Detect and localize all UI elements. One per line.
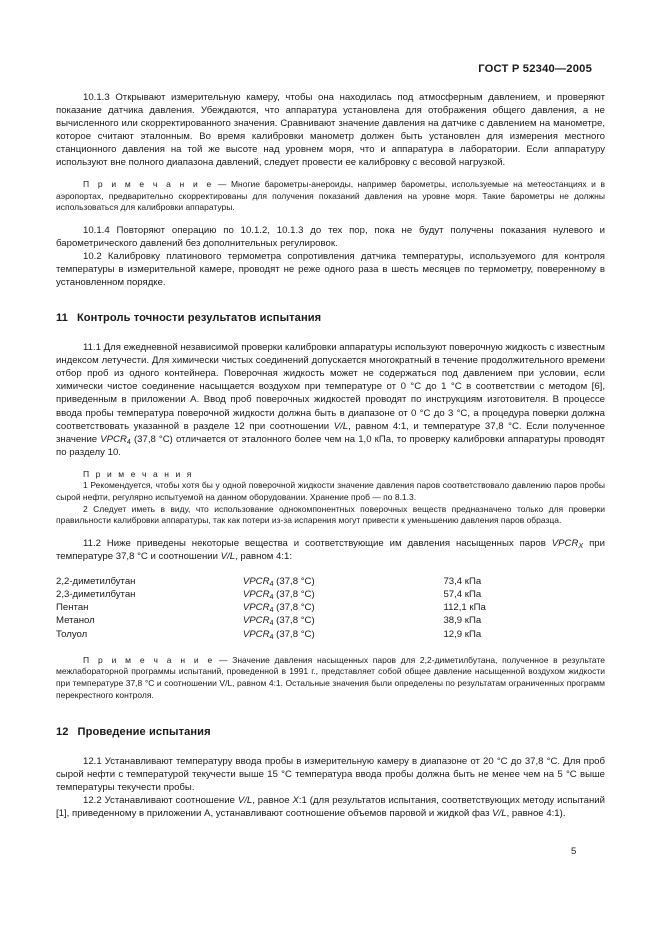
- note-11-1-item-1: 1 Рекомендуется, чтобы хотя бы у одной поверочной жидкости значение давления паров соответствовало давлению паров пробы сырой нефти, регулярно испытуемой на данном оборудовании. Хранение проб — по 8.1.3.: [56, 480, 605, 502]
- vpcr-temp: (37,8 °С): [273, 575, 315, 587]
- p-12-2-part-a: 12.2 Устанавливают соотношение: [83, 795, 238, 807]
- paragraph-11-2: [56, 537, 605, 563]
- vpcr-sub: 4: [269, 605, 274, 615]
- spacer: [56, 289, 605, 311]
- vpcr-temp: (37,8 °С): [273, 602, 315, 614]
- p-11-2-part-c: , равном 4:1:: [235, 550, 293, 562]
- symbol-vpcr-subscript: 4: [126, 436, 131, 446]
- spacer: [56, 325, 605, 341]
- symbol-vpcr: VPCR: [100, 433, 127, 445]
- vpcr-temp: (37,8 °С): [273, 628, 315, 640]
- substance-pressure: 112,1 кПа: [443, 602, 486, 614]
- substance-pressure: 73,4 кПа: [443, 575, 482, 587]
- table-row: [56, 588, 605, 601]
- vpcr-temp: (37,8 °С): [273, 588, 315, 600]
- p-11-2-part-a: 11.2 Ниже приведены некоторые вещества и соответствующие им давления насыщенных паров: [83, 537, 552, 549]
- p-11-1-part-a: 11.1 Для ежедневной независимой проверки калибровки аппаратуры используют поверочную жидкость с известным индексом летучести. Для химически чистых соединений допускается многократный в течение продолжительного времени отбор проб из одного контейнера. Поверочная жидкость может не содержаться под давлением при условии, если химически чистое соединение насыщается воздухом при температуре от 0 °С до 1 °С в соответствии с методом [6], приведенным в приложении А. Ввод проб поверочных жидкостей проводят по инструкциям изготовителя. В процессе ввода пробы температура поверочной жидкости должна быть в диапазоне от 0 °С до 3 °С, а процедура поверки должна соответствовать указанной в разделе 12 при соотношении: [56, 342, 605, 432]
- substances-table: [56, 575, 605, 641]
- table-row: [56, 575, 605, 588]
- p-11-1-part-c: (37,8 °С) отличается от эталонного более чем на 1,0 кПа, то проверку калибровки аппаратуры проводят по разделу 10.: [56, 433, 605, 458]
- note-11-2: [56, 655, 605, 701]
- symbol-v-over-l-4: V/L: [492, 808, 507, 820]
- table-row: [56, 628, 605, 641]
- vpcr-base: VPCR: [242, 588, 270, 600]
- spacer: [56, 641, 605, 655]
- p-11-1-part-b: , равном 4:1, и температуре 37,8 °С. Если полученное значение: [56, 420, 605, 445]
- substances-table-body: [56, 575, 605, 641]
- heading-12-title: Проведение испытания: [77, 726, 211, 739]
- notes-label: П р и м е ч а н и я: [83, 468, 194, 479]
- table-row: [56, 601, 605, 614]
- note-11-1-item-2: 2 Следует иметь в виду, что использование однокомпонентных поверочных веществ предназначено только для проверки правильности калибровки аппаратуры, так как потери из-за испарения могут привести к уменьшению давления паров образца.: [56, 503, 605, 526]
- spacer: [56, 739, 605, 755]
- document-body: [56, 91, 605, 820]
- paragraph-12-1: 12.1 Устанавливают температуру ввода пробы в измерительную камеру в диапазоне от 20 °С до 37,8 °С. Для проб сырой нефти с температурой текучести выше 15 °С температура ввода пробы должна быть не менее чем на 5 °С выше температуры текучести пробы.: [56, 756, 605, 794]
- notes-label-11-1: [56, 469, 605, 481]
- table-row: [56, 614, 605, 627]
- paragraph-10-2: 10.2 Калибровку платинового термометра сопротивления датчика температуры, используемого для контроля температуры в измерительной камере, проводят не реже одного раза в шесть месяцев по термометру, поверенному в установленном порядке.: [56, 251, 605, 289]
- paragraph-10-1-4: 10.1.4 Повторяют операцию по 10.1.2, 10.1.3 до тех пор, пока не будут получены показания нулевого и барометрического давлений без дополнительных регулировок.: [56, 225, 605, 250]
- substance-pressure: 57,4 кПа: [443, 588, 482, 600]
- note-text: — Многие барометры-анероиды, например барометры, используемые на метеостанциях и в аэропортах, предварительно скорректированы для получения показаний давления на уровне моря. Такие барометры не должны использоваться для калибровки аппаратуры.: [56, 179, 605, 213]
- heading-11-number: 11: [56, 312, 68, 325]
- page-header-standard: ГОСТ Р 52340—2005: [478, 63, 592, 75]
- symbol-v-over-l-2: V/L: [220, 550, 236, 562]
- p-12-2-part-b: , равное: [252, 795, 293, 807]
- heading-section-11: [56, 311, 605, 325]
- paragraph-10-1-3: 10.1.3 Открывают измерительную камеру, чтобы она находилась под атмосферным давлением, и проверяют показание датчика давления. Убеждаются, что аппаратура установлена для отображения общего давления, а не вычисленного или скорректированного значения. Сравнивают значение давления на датчике с давлением на манометре, которое считают эталонным. Во время калибровки манометр должен быть установлен для измерения местного станционного давления на той же высоте над уровнем моря, что и аппаратура в лаборатории. Если аппаратуру используют вне полного диапазона давлений, следует провести ее калибровку с весовой нагрузкой.: [56, 92, 605, 169]
- p-12-2-part-d: , равное 4:1).: [506, 808, 566, 820]
- note-text: — Значение давления насыщенных паров для 2,2-диметилбутана, полученное в результате межлабораторной программы испытаний, проведенной в 1991 г., представляет собой общее давление насыщенной воздухом жидкости при температуре 37,8 °С и соотношении V/L, равном 4:1. Остальные значения были определены по результатам ограниченных программ перекрестного контроля.: [56, 654, 605, 700]
- heading-12-number: 12: [56, 726, 69, 739]
- vpcr-base: VPCR: [242, 602, 270, 614]
- paragraph-12-2: [56, 794, 605, 820]
- spacer: [56, 459, 605, 469]
- substance-symbol: [243, 588, 444, 601]
- spacer: [56, 563, 605, 575]
- spacer: [56, 169, 605, 179]
- substance-name: 2,3-диметилбутан: [56, 588, 136, 600]
- substance-pressure: 12,9 кПа: [443, 628, 482, 640]
- note-10-1-3: [56, 179, 605, 214]
- vpcr-sub: 4: [269, 631, 274, 641]
- note-label: П р и м е ч а н и е: [83, 654, 215, 665]
- symbol-vpcr-x-subscript: X: [578, 540, 584, 550]
- substance-name: 2,2-диметилбутан: [56, 575, 136, 587]
- heading-11-title: Контроль точности результатов испытания: [76, 312, 322, 325]
- vpcr-temp: (37,8 °С): [273, 615, 315, 627]
- vpcr-sub: 4: [269, 578, 274, 588]
- vpcr-base: VPCR: [242, 628, 270, 640]
- heading-section-12: [56, 725, 605, 739]
- p-12-2-part-c: :1 (для результатов испытания, соответствующих методу испытаний [1], приведенному в приложении А, устанавливают соотношение объемов паровой и жидкой фаз: [56, 795, 605, 820]
- p-11-2-part-b: при температуре 37,8 °С и соотношении: [56, 537, 605, 562]
- paragraph-11-1: [56, 341, 605, 458]
- spacer: [56, 701, 605, 725]
- spacer: [56, 214, 605, 224]
- vpcr-base: VPCR: [242, 575, 270, 587]
- substance-symbol: [243, 575, 444, 588]
- symbol-v-over-l: V/L: [333, 420, 349, 432]
- vpcr-base: VPCR: [242, 615, 270, 627]
- vpcr-sub: 4: [269, 618, 274, 628]
- spacer: [56, 527, 605, 537]
- substance-name: Толуол: [56, 628, 88, 640]
- substance-name: Пентан: [56, 602, 89, 614]
- substance-name: Метанол: [56, 615, 95, 627]
- substance-symbol: [243, 601, 444, 614]
- symbol-vpcr-x: VPCR: [551, 537, 579, 549]
- vpcr-sub: 4: [269, 591, 274, 601]
- symbol-v-over-l-3: V/L: [237, 795, 253, 807]
- note-label: П р и м е ч а н и е: [83, 179, 214, 190]
- substance-symbol: [243, 628, 444, 641]
- substance-symbol: [243, 614, 444, 627]
- substance-pressure: 38,9 кПа: [443, 615, 482, 627]
- page-number: 5: [571, 846, 577, 857]
- symbol-x: X: [292, 795, 299, 807]
